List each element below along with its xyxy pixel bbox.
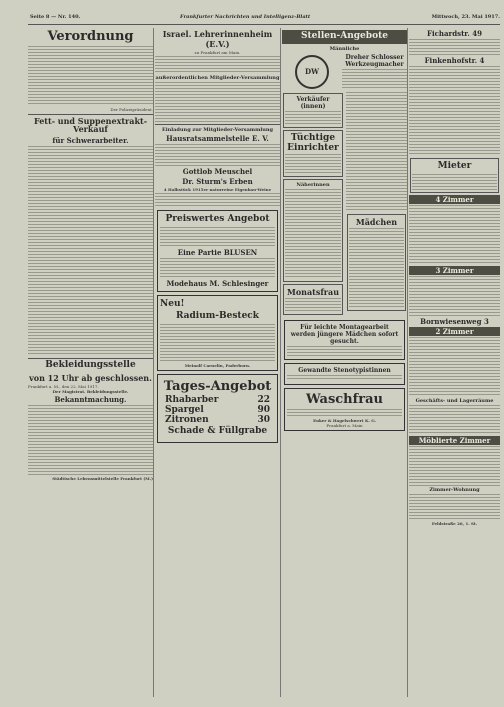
company-logo: DW (295, 55, 329, 89)
flat-text (409, 494, 500, 520)
notice-title: Bekanntmachung. (54, 395, 127, 405)
stenographer-ad: Gewandte Stenotypistinnen (284, 363, 405, 385)
jobs-left (282, 91, 344, 317)
header-rule (28, 24, 500, 25)
invite-text (155, 144, 280, 166)
assembly-ad: Für leichte Montagearbeit werden jüngere Mädchen sofort gesucht. (284, 320, 405, 360)
column-4 (409, 28, 500, 697)
ad-subtitle: zu Frankfurt am Main. (194, 50, 241, 55)
blouse-ad (157, 210, 278, 292)
rooms-heading: 2 Zimmer (409, 327, 500, 336)
job-cell: Monatsfrau (283, 284, 343, 315)
column-divider (407, 28, 408, 697)
sale-title: Fett- und Suppenextrakt-Verkauf (33, 115, 148, 135)
invite-title: Einladung zur Mitglieder-Versammlung (161, 127, 274, 133)
daily-offer-firm: Schade & Füllgrabe (167, 426, 268, 437)
offer-row: Rhabarber 22 (165, 395, 270, 406)
job-cell: Mädchen (347, 214, 406, 311)
section-title: Geschäfts- und Lagerräume (415, 397, 494, 404)
jobs-right (346, 91, 407, 317)
header-left: Seite 8 — Nr. 140. (30, 14, 81, 20)
job-cell: Näherinnen (283, 179, 343, 282)
jobs-row (282, 53, 407, 91)
daily-offer-ad (157, 374, 278, 444)
job-ad-text (342, 69, 407, 89)
cutlery-ad-title: Radium-Besteck (175, 310, 260, 321)
blouse-ad-text (160, 258, 275, 278)
cutlery-ad (157, 295, 278, 371)
listing-title: Fichardstr. 49 (427, 29, 482, 38)
job-ad-title: Dreher Schlosser Werkzeugmacher (345, 53, 404, 68)
job-listings (346, 92, 407, 212)
listing-title: Finkenhofstr. 4 (424, 56, 485, 65)
ordinance-title: Verordnung (47, 29, 134, 44)
column-2 (155, 28, 280, 697)
meeting-text (155, 82, 280, 122)
job-cell: Verkäufer (innen) (283, 93, 343, 128)
ad-text (155, 56, 280, 74)
furnished-text (409, 446, 500, 486)
notice-text (28, 405, 153, 475)
wine-offer: 4 Halbstück 1915er naturreine Eigenbau-Weine (163, 187, 272, 192)
rooms-heading: 4 Zimmer (409, 195, 500, 204)
column-3 (282, 28, 407, 697)
offer-row: Zitronen 30 (165, 415, 270, 426)
section-text (409, 405, 500, 435)
column-divider (280, 28, 281, 697)
cutlery-ad-top: Neu! (160, 298, 185, 309)
header-title: Frankfurter Nachrichten und Intelligenz-Blatt (180, 14, 311, 20)
blouse-ad-text (160, 227, 275, 247)
cutlery-ad-text (160, 324, 275, 362)
job-cell: Tüchtige Einrichter (283, 130, 343, 177)
sale-subtitle: für Schwerarbeiter. (52, 136, 129, 146)
clothing-title: Bekleidungsstelle (45, 360, 136, 371)
notice-sign: Städtische Lebensmittelstelle Frankfurt (M.) (52, 476, 153, 482)
divider (155, 124, 280, 125)
clothing-subtitle: von 12 Uhr ab geschlossen. (29, 373, 152, 384)
rooms-text (409, 276, 500, 316)
column-divider (153, 28, 154, 697)
jobs-title: Stellen-Angebote (282, 30, 407, 44)
listing-text (409, 66, 500, 156)
ad-title: Israel. Lehrerinnenheim (E.V.) (162, 29, 273, 49)
divider (28, 114, 153, 115)
offer-row: Spargel 90 (165, 405, 270, 416)
blouse-ad-line: Eine Partie BLUSEN (177, 247, 258, 257)
cutlery-ad-firm: Meinolf Carnelin, Paderborn. (184, 362, 251, 368)
wine-text (155, 193, 280, 207)
invite-subtitle: Hausratsammelstelle E. V. (166, 134, 269, 143)
clothing-sign: Der Magistrat. Bekleidungsstelle. (52, 389, 129, 395)
street-title: Bornwiesenweg 3 (420, 316, 489, 326)
badge-wrap (282, 53, 342, 91)
clothing-place: Frankfurt a. M., den 22. Mai 1917. (28, 384, 99, 390)
firm-name: Gottlob Meuschel (182, 167, 253, 176)
blouse-ad-title: Preiswertes Angebot (165, 214, 270, 224)
firm-name-2: Dr. Sturm's Erben (182, 177, 253, 186)
blouse-ad-firm: Modehaus M. Schlesinger (166, 278, 269, 288)
listing-cell: Mieter (410, 158, 499, 193)
laundry-ad: Waschfrau Enker & Hagelschwert K. G. Frankfurt a. Main (284, 388, 405, 431)
jobs-grid (282, 91, 407, 317)
rooms-text (409, 337, 500, 397)
furnished-heading: Möblierte Zimmer (409, 436, 500, 445)
divider (28, 358, 153, 359)
daily-offer-title: Tages-Angebot (163, 378, 272, 394)
footer-address: Feldstraße 26, 1. St. (431, 520, 478, 526)
jobs-subtitle: Männliche (329, 45, 360, 52)
header-date: Mittwoch, 23. Mai 1917. (431, 14, 500, 20)
column-1 (28, 28, 153, 697)
rooms-text (409, 205, 500, 265)
job-ad (342, 53, 407, 91)
listing-text (409, 39, 500, 55)
sale-text (28, 146, 153, 356)
page-header (30, 14, 500, 24)
meeting-title: außerordentlichen Mitglieder-Versammlung (155, 75, 280, 81)
ordinance-text (28, 46, 153, 106)
rooms-heading: 3 Zimmer (409, 266, 500, 275)
flat-title: Zimmer-Wohnung (429, 486, 480, 493)
ordinance-sign: Der Polizeipräsident. (110, 106, 153, 112)
